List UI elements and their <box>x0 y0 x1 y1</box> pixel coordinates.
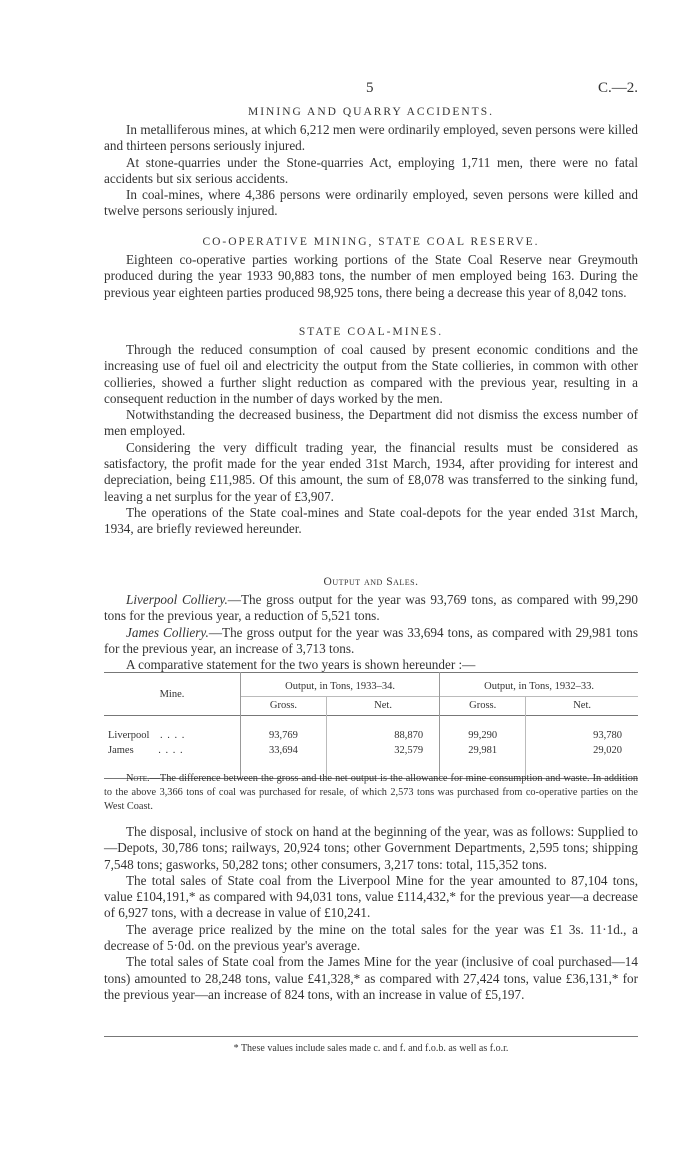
section-cooperative-mining <box>104 236 638 301</box>
output-table <box>104 672 638 779</box>
output-table-wrapper <box>104 672 638 779</box>
footnote-rule <box>104 1036 638 1037</box>
group-header-1933: Output, in Tons, 1933–34. <box>241 673 440 697</box>
note-text: —The difference between the gross and the net output is the allowance for mine consumption and waste. In addition to the above 3,366 tons of coal was purchased for resale, of which 2,573 tons was purchased from co-operative parties on the West Coast. <box>104 773 638 812</box>
section-heading: MINING AND QUARRY ACCIDENTS. <box>248 106 494 118</box>
cell-gross-1933: 93,769 <box>241 716 327 744</box>
section-mining-accidents <box>104 106 638 220</box>
note-label: Note. <box>126 773 150 784</box>
cell-net-1932: 29,020 <box>593 745 622 756</box>
paragraph-james <box>104 625 638 658</box>
section-disposal <box>104 824 638 1003</box>
cell-gross-1932: 99,290 <box>440 716 526 744</box>
james-text: —The gross output for the year was 33,694 tons, as compared with 29,981 tons for the previous year, an increase of 3,713 tons. <box>104 624 638 656</box>
paragraph: Eighteen co-operative parties working portions of the State Coal Reserve near Greymouth produced during the year 1933 90,883 tons, the number of men employed being 163. During the previous year eighteen parties produced 98,925 tons, there being a decrease this year of 8,042 tons. <box>104 252 638 300</box>
document-reference: C.—2. <box>597 80 638 96</box>
mine-column-header: Mine. <box>104 673 241 716</box>
page-number: 5 <box>366 80 374 96</box>
liverpool-text: —The gross output for the year was 93,769 tons, as compared with 99,290 tons for the previous year, a reduction of 5,521 tons. <box>104 592 638 624</box>
paragraph: A comparative statement for the two years is shown hereunder :— <box>126 657 476 673</box>
paragraph: In metalliferous mines, at which 6,212 men were ordinarily employed, seven persons were killed and thirteen persons seriously injured. <box>104 122 638 154</box>
paragraph: The disposal, inclusive of stock on hand at the beginning of the year, was as follows: Supplied to—Depots, 30,786 tons; railways, 20,924 tons; other Government Departments, 2,595 tons; shipping 7,548 tons; gasworks, 50,282 tons; other consumers, 3,217 tons: total, 115,352 tons. <box>104 824 638 872</box>
section-heading: Output and Sales. <box>323 576 419 588</box>
table-row <box>104 716 638 744</box>
leader-dots: . . . . <box>160 730 186 741</box>
group-header-1932: Output, in Tons, 1932–33. <box>484 680 595 692</box>
table-note <box>104 772 638 814</box>
paragraph: The total sales of State coal from the Liverpool Mine for the year amounted to 87,104 tons, value £104,191,* as compared with 94,031 tons, value £114,432,* for the previous year—a decrease of 6,927 tons, with a decrease in value of £10,241. <box>104 872 638 921</box>
paragraph: In coal-mines, where 4,386 persons were ordinarily employed, seven persons were killed and twelve persons seriously injured. <box>104 187 638 219</box>
paragraph: The operations of the State coal-mines and State coal-depots for the year ended 31st March, 1934, are briefly reviewed hereunder. <box>104 504 638 537</box>
paragraph: At stone-quarries under the Stone-quarries Act, employing 1,711 men, there were no fatal accidents but six serious accidents. <box>104 154 638 186</box>
paragraph-liverpool <box>104 592 638 625</box>
section-heading: CO-OPERATIVE MINING, STATE COAL RESERVE. <box>202 236 540 248</box>
cell-net-1933: 88,870 <box>326 716 439 744</box>
cell-net-1933: 32,579 <box>326 743 439 779</box>
paragraph: The total sales of State coal from the James Mine for the year (inclusive of coal purchased—14 tons) amounted to 28,248 tons, value £41,328,* as compared with 27,424 tons, value £36,131,* for the previous year—an increase of 824 tons, with an increase in value of £5,197. <box>104 954 638 1002</box>
paragraph: The average price realized by the mine on the total sales for the year was £1 3s. 11·1d., a decrease of 5·0d. on the previous year's average. <box>104 921 638 954</box>
cell-gross-1933: 33,694 <box>241 743 327 779</box>
section-output-sales <box>104 576 638 673</box>
mine-name: Liverpool <box>108 730 150 741</box>
section-state-coal-mines <box>104 326 638 538</box>
paragraph: Notwithstanding the decreased business, the Department did not dismiss the excess number of men employed. <box>104 407 638 439</box>
footnote: * These values include sales made c. and f. and f.o.b. as well as f.o.r. <box>233 1043 509 1054</box>
section-heading: STATE COAL-MINES. <box>298 326 444 338</box>
leader-dots: . . . . <box>158 745 184 756</box>
gross-header: Gross. <box>241 696 327 715</box>
footnote-block <box>104 1036 638 1054</box>
paragraph: Through the reduced consumption of coal caused by present economic conditions and the increasing use of fuel oil and electricity the output from the State collieries, in common with other collieries, showed a further slight reduction as compared with the previous year, resulting in a consequent reduction in the number of days worked by the men. <box>104 342 638 406</box>
cell-net-1932: 93,780 <box>593 730 622 741</box>
net-header: Net. <box>526 696 638 715</box>
gross-header: Gross. <box>440 696 526 715</box>
paragraph: Considering the very difficult trading year, the financial results must be considered as satisfactory, the profit made for the year ended 31st March, 1934, after providing for interest and depreciation, being £11,985. Of this amount, the sum of £8,078 was transferred to the sinking fund, leaving a net surplus for the year of £3,907. <box>104 439 638 504</box>
liverpool-title: Liverpool Colliery. <box>126 592 228 607</box>
james-title: James Colliery. <box>126 624 209 640</box>
mine-name: James <box>108 745 134 756</box>
cell-gross-1932: 29,981 <box>440 743 526 779</box>
net-header: Net. <box>326 696 439 715</box>
